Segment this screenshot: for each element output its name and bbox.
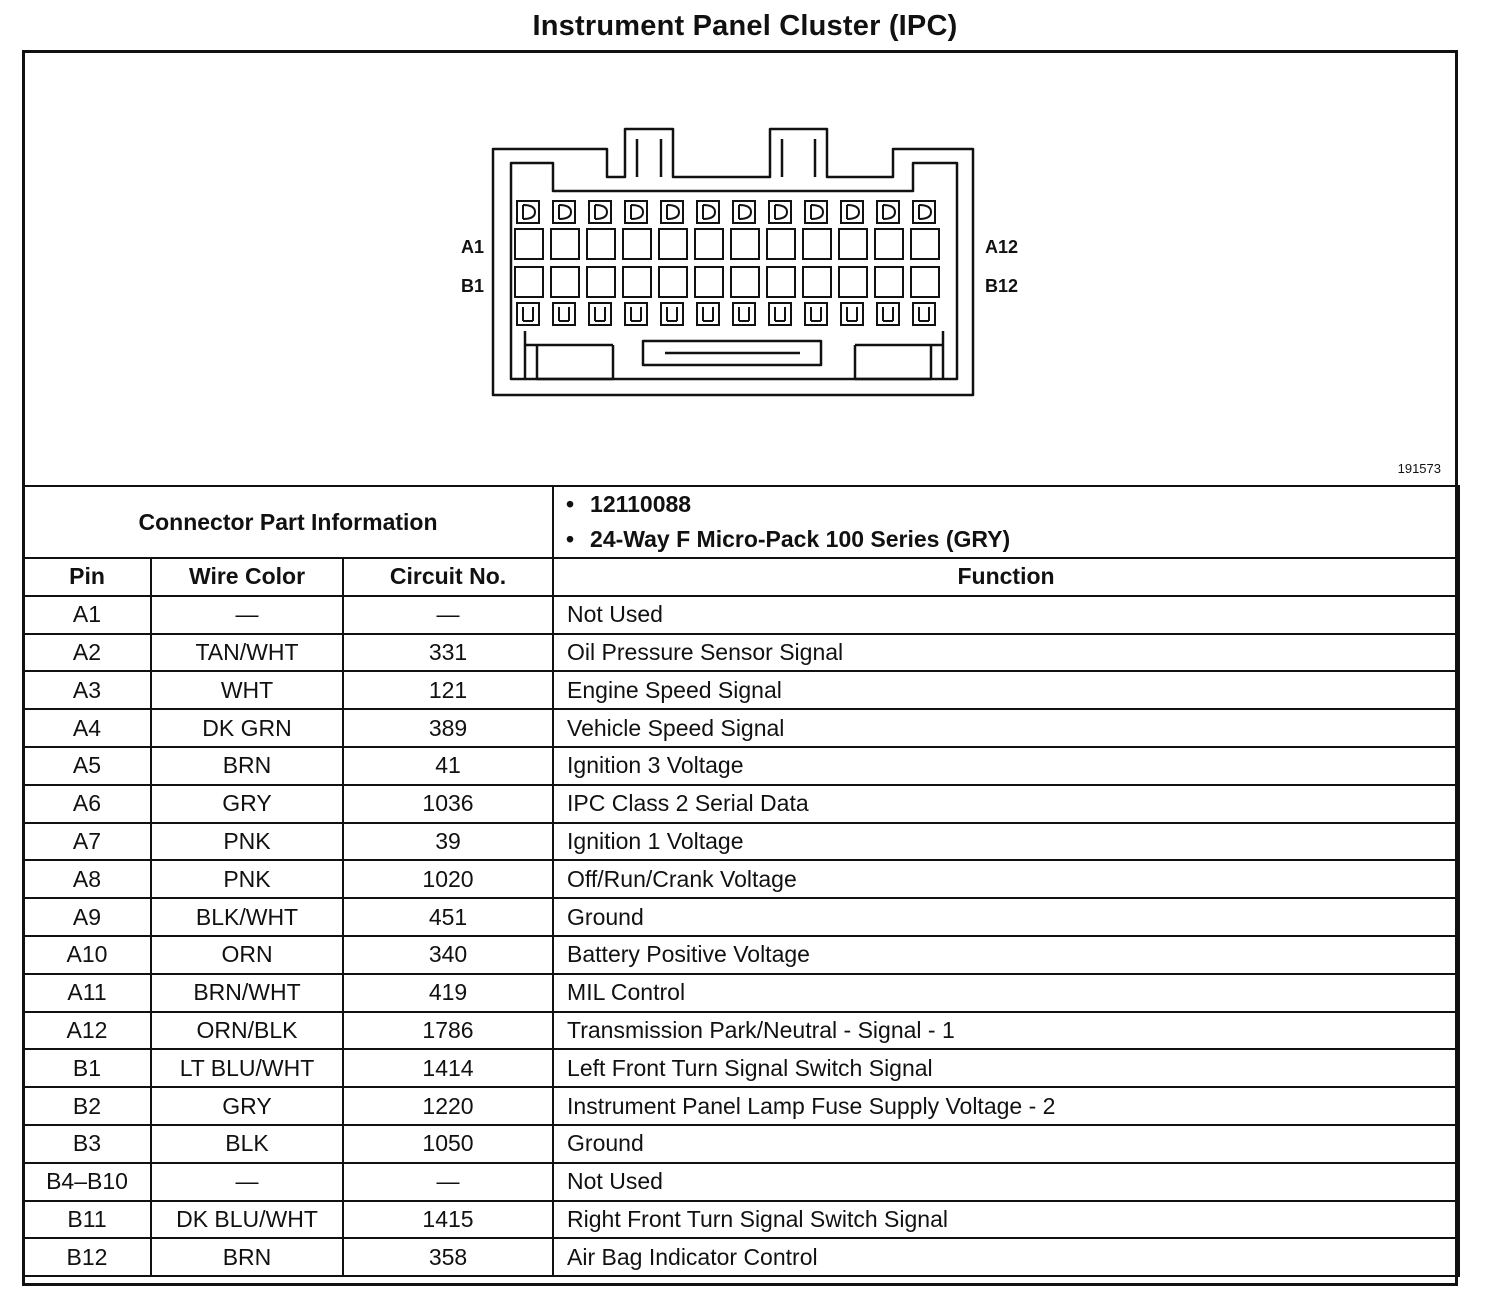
wire-color-cell: TAN/WHT	[151, 634, 343, 672]
circuit-cell: 1415	[343, 1201, 553, 1239]
pin-cell: B12	[23, 1238, 151, 1276]
header-function: Function	[553, 558, 1459, 596]
pin-cell: A9	[23, 898, 151, 936]
function-cell: Ground	[553, 1125, 1459, 1163]
circuit-cell: 358	[343, 1238, 553, 1276]
function-cell: Vehicle Speed Signal	[553, 709, 1459, 747]
pinout-table	[22, 485, 1460, 1277]
function-cell: Air Bag Indicator Control	[553, 1238, 1459, 1276]
table-row	[23, 936, 1459, 974]
latch-cavity	[769, 303, 791, 325]
pin-cavity-b	[587, 267, 615, 297]
pin-cavity-a	[623, 229, 651, 259]
latch-cavity	[913, 303, 935, 325]
table-row	[23, 823, 1459, 861]
latch-cavity	[625, 303, 647, 325]
function-cell: Right Front Turn Signal Switch Signal	[553, 1201, 1459, 1239]
latch-cavity	[517, 201, 539, 223]
pin-cavity-b	[515, 267, 543, 297]
document-frame	[22, 50, 1458, 1286]
header-wire-color: Wire Color	[151, 558, 343, 596]
wire-color-cell: PNK	[151, 860, 343, 898]
connector-part-description: • 24-Way F Micro-Pack 100 Series (GRY)	[590, 522, 1458, 557]
wire-color-cell: BRN/WHT	[151, 974, 343, 1012]
pin-cavity-a	[695, 229, 723, 259]
circuit-cell: —	[343, 1163, 553, 1201]
table-row	[23, 634, 1459, 672]
pin-cavity-a	[515, 229, 543, 259]
pin-cavity-a	[767, 229, 795, 259]
table-row	[23, 671, 1459, 709]
circuit-cell: 389	[343, 709, 553, 747]
pin-cavity-b	[839, 267, 867, 297]
latch-cavity	[697, 303, 719, 325]
pin-cavity-a	[839, 229, 867, 259]
function-cell: Transmission Park/Neutral - Signal - 1	[553, 1012, 1459, 1050]
pin-label-b12: B12	[985, 276, 1019, 296]
wire-color-cell: —	[151, 1163, 343, 1201]
latch-cavity	[805, 303, 827, 325]
pin-cell: A7	[23, 823, 151, 861]
circuit-cell: 1220	[343, 1087, 553, 1125]
function-cell: Not Used	[553, 596, 1459, 634]
function-cell: Battery Positive Voltage	[553, 936, 1459, 974]
latch-cavity	[589, 201, 611, 223]
pin-cell: A12	[23, 1012, 151, 1050]
pin-cell: A6	[23, 785, 151, 823]
circuit-cell: 340	[343, 936, 553, 974]
wire-color-cell: BRN	[151, 747, 343, 785]
page-title: Instrument Panel Cluster (IPC)	[532, 10, 958, 42]
function-cell: Oil Pressure Sensor Signal	[553, 634, 1459, 672]
latch-cavity	[553, 303, 575, 325]
wire-color-cell: ORN	[151, 936, 343, 974]
pin-cell: A5	[23, 747, 151, 785]
circuit-cell: 451	[343, 898, 553, 936]
table-row	[23, 974, 1459, 1012]
latch-cavity	[877, 303, 899, 325]
pin-label-a12: A12	[985, 237, 1019, 257]
latch-cavity	[589, 303, 611, 325]
circuit-cell: —	[343, 596, 553, 634]
function-cell: Off/Run/Crank Voltage	[553, 860, 1459, 898]
table-header-row	[23, 558, 1459, 596]
connector-diagram	[25, 53, 1455, 485]
latch-cavity	[697, 201, 719, 223]
connector-part-label: Connector Part Information	[23, 486, 553, 558]
circuit-cell: 1050	[343, 1125, 553, 1163]
circuit-cell: 419	[343, 974, 553, 1012]
wire-color-cell: DK GRN	[151, 709, 343, 747]
pin-cavity-b	[659, 267, 687, 297]
table-row	[23, 1012, 1459, 1050]
table-row	[23, 596, 1459, 634]
table-row	[23, 785, 1459, 823]
pin-cell: B1	[23, 1049, 151, 1087]
wire-color-cell: WHT	[151, 671, 343, 709]
pin-cell: A4	[23, 709, 151, 747]
circuit-cell: 1036	[343, 785, 553, 823]
latch-cavity	[733, 303, 755, 325]
pin-cavity-a	[659, 229, 687, 259]
pin-cavity-b	[623, 267, 651, 297]
header-circuit-no: Circuit No.	[343, 558, 553, 596]
pin-cell: A11	[23, 974, 151, 1012]
pin-cell: A2	[23, 634, 151, 672]
latch-cavity	[625, 201, 647, 223]
pin-cavity-b	[875, 267, 903, 297]
latch-cavity	[661, 201, 683, 223]
table-row	[23, 1163, 1459, 1201]
circuit-cell: 39	[343, 823, 553, 861]
pin-label-b1: B1	[461, 276, 485, 296]
pin-cavity-b	[911, 267, 939, 297]
circuit-cell: 331	[343, 634, 553, 672]
table-row	[23, 1238, 1459, 1276]
connector-part-number: • 12110088	[590, 487, 1458, 522]
table-row	[23, 1201, 1459, 1239]
table-row	[23, 898, 1459, 936]
table-row	[23, 860, 1459, 898]
table-row	[23, 1049, 1459, 1087]
latch-cavity	[733, 201, 755, 223]
pin-cell: B11	[23, 1201, 151, 1239]
pin-cavity-a	[875, 229, 903, 259]
wire-color-cell: BLK	[151, 1125, 343, 1163]
figure-id: 191573	[1397, 461, 1441, 476]
pin-cavity-a	[911, 229, 939, 259]
wire-color-cell: DK BLU/WHT	[151, 1201, 343, 1239]
pin-cell: A3	[23, 671, 151, 709]
connector-part-values	[553, 486, 1459, 558]
function-cell: Instrument Panel Lamp Fuse Supply Voltage - 2	[553, 1087, 1459, 1125]
function-cell: IPC Class 2 Serial Data	[553, 785, 1459, 823]
pin-cell: A1	[23, 596, 151, 634]
connector-part-row	[23, 486, 1459, 558]
pin-cell: A8	[23, 860, 151, 898]
function-cell: Left Front Turn Signal Switch Signal	[553, 1049, 1459, 1087]
function-cell: Not Used	[553, 1163, 1459, 1201]
pin-cavity-a	[731, 229, 759, 259]
function-cell: Ignition 3 Voltage	[553, 747, 1459, 785]
table-row	[23, 1087, 1459, 1125]
wire-color-cell: GRY	[151, 1087, 343, 1125]
wire-color-cell: LT BLU/WHT	[151, 1049, 343, 1087]
latch-cavity	[841, 201, 863, 223]
latch-cavity	[553, 201, 575, 223]
wire-color-cell: ORN/BLK	[151, 1012, 343, 1050]
function-cell: Ground	[553, 898, 1459, 936]
circuit-cell: 1020	[343, 860, 553, 898]
latch-cavity	[517, 303, 539, 325]
table-row	[23, 1125, 1459, 1163]
pin-cell: B2	[23, 1087, 151, 1125]
pin-cell: A10	[23, 936, 151, 974]
function-cell: Engine Speed Signal	[553, 671, 1459, 709]
pin-label-a1: A1	[461, 237, 485, 257]
circuit-cell: 41	[343, 747, 553, 785]
latch-cavity	[877, 201, 899, 223]
latch-cavity	[805, 201, 827, 223]
latch-cavity	[841, 303, 863, 325]
pin-cavity-b	[695, 267, 723, 297]
pin-cavity-a	[551, 229, 579, 259]
latch-cavity	[661, 303, 683, 325]
function-cell: MIL Control	[553, 974, 1459, 1012]
pin-cavity-a	[587, 229, 615, 259]
table-row	[23, 709, 1459, 747]
latch-cavity	[769, 201, 791, 223]
pin-cell: B4–B10	[23, 1163, 151, 1201]
pin-cavity-a	[803, 229, 831, 259]
wire-color-cell: GRY	[151, 785, 343, 823]
circuit-cell: 1786	[343, 1012, 553, 1050]
wire-color-cell: —	[151, 596, 343, 634]
wire-color-cell: BRN	[151, 1238, 343, 1276]
latch-cavity	[913, 201, 935, 223]
circuit-cell: 121	[343, 671, 553, 709]
circuit-cell: 1414	[343, 1049, 553, 1087]
header-pin: Pin	[23, 558, 151, 596]
pin-cavity-b	[803, 267, 831, 297]
pin-cavity-b	[731, 267, 759, 297]
table-row	[23, 747, 1459, 785]
pin-cell: B3	[23, 1125, 151, 1163]
pin-cavity-b	[551, 267, 579, 297]
connector-drawing	[25, 53, 1455, 485]
pin-cavity-b	[767, 267, 795, 297]
wire-color-cell: PNK	[151, 823, 343, 861]
function-cell: Ignition 1 Voltage	[553, 823, 1459, 861]
wire-color-cell: BLK/WHT	[151, 898, 343, 936]
